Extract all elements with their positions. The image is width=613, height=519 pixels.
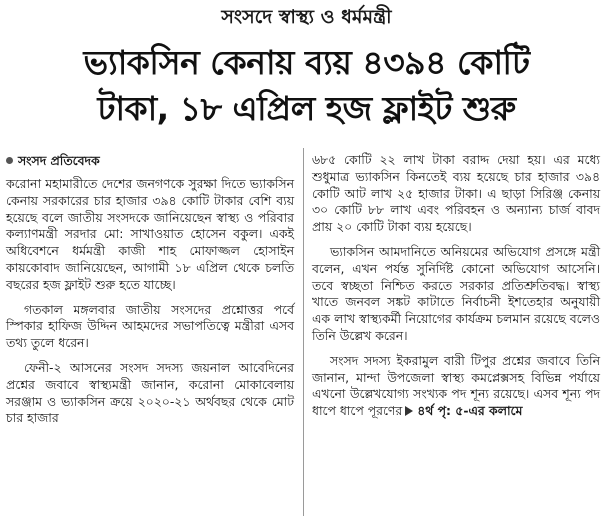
byline (6, 152, 294, 170)
left-column (6, 152, 294, 435)
headline (0, 40, 613, 132)
right-column (312, 152, 600, 428)
paragraph: গতকাল মঙ্গলবার জাতীয় সংসদের প্রশ্নোত্তর পর্বে স্পিকার হাফিজ উদ্দিন আহমদের সভাপতিত্বে মন্ত্রীরা এসব তথ্য তুলে ধরেন। (6, 301, 294, 351)
headline-line-1: ভ্যাকসিন কেনায় ব্যয় ৪৩৯৪ কোটি (83, 43, 530, 82)
byline-text: সংসদ প্রতিবেদক (18, 153, 100, 168)
paragraph: ফেনী-২ আসনের সংসদ সদস্য জয়নাল আবেদিনের প্রশ্নের জবাবে স্বাস্থ্যমন্ত্রী জানান, করোনা মোকাবেলায় সরঞ্জাম ও ভ্যাকসিন ক্রয়ে ২০২০-২১ অর্থবছর থেকে মোট চার হাজার (6, 359, 294, 426)
bullet-icon (6, 157, 13, 164)
headline-line-2: টাকা, ১৮ এপ্রিল হজ ফ্লাইট শুরু (97, 89, 516, 128)
jump-line[interactable]: ৪র্থ পৃ: ৫-এর কলামে (417, 403, 523, 419)
column-divider (303, 148, 304, 516)
kicker: সংসদে স্বাস্থ্য ও ধর্মমন্ত্রী (221, 6, 392, 28)
paragraph: ৬৮৫ কোটি ২২ লাখ টাকা বরাদ্দ দেয়া হয়। এর মধ্যে শুধুমাত্র ভ্যাকসিন কিনতেই ব্যয় হয়েছে চার হাজার ৩৯৪ কোটি আট লাখ ২৫ হাজার টাকা। এ ছাড়া সিরিঞ্জ কেনায় ৩০ কোটি ৮৮ লাখ এবং পরিবহন ও অন্যান্য চার্জ বাবদ প্রায় ২০ কোটি টাকা ব্যয় হয়েছে। (312, 152, 600, 235)
paragraph (312, 353, 600, 420)
triangle-right-icon (405, 406, 413, 416)
paragraph-text: সংসদ সদস্য ইকরামুল বারী টিপুর প্রশ্নের জবাবে তিনি জানান, মান্দা উপজেলা স্বাস্থ্য কমপ্লেক্সসহ বিভিন্ন পর্যায়ে এখনো উল্লেখযোগ্য সংখ্যক পদ শূন্য রয়েছে। এসব শূন্য পদ ধাপে ধাপে পূরণের (312, 352, 600, 419)
paragraph: করোনা মহামারীতে দেশের জনগণকে সুরক্ষা দিতে ভ্যাকসিন কেনায় সরকারের চার হাজার ৩৯৪ কোটি টাকার বেশি ব্যয় হয়েছে বলে জাতীয় সংসদকে জানিয়েছেন স্বাস্থ্য ও পরিবার কল্যাণমন্ত্রী সরদার মো: সাখাওয়াত হোসেন বকুল। একই অধিবেশনে ধর্মমন্ত্রী কাজী শাহ মোফাজ্জল হোসাইন কায়কোবাদ জানিয়েছেন, আগামী ১৮ এপ্রিল থেকে চলতি বছরের হজ ফ্লাইট শুরু হতে যাচ্ছে। (6, 176, 294, 292)
paragraph: ভ্যাকসিন আমদানিতে অনিয়মের অভিযোগ প্রসঙ্গে মন্ত্রী বলেন, এখন পর্যন্ত সুনির্দিষ্ট কোনো অভিযোগ আসেনি। তবে স্বচ্ছতা নিশ্চিত করতে সরকার প্রতিশ্রুতিবদ্ধ। স্বাস্থ্য খাতে জনবল সঙ্কট কাটাতে নির্বাচনী ইশতেহার অনুযায়ী এক লাখ স্বাস্থ্যকর্মী নিয়োগের কার্যক্রম চলমান রয়েছে বলেও তিনি উল্লেখ করেন। (312, 243, 600, 343)
